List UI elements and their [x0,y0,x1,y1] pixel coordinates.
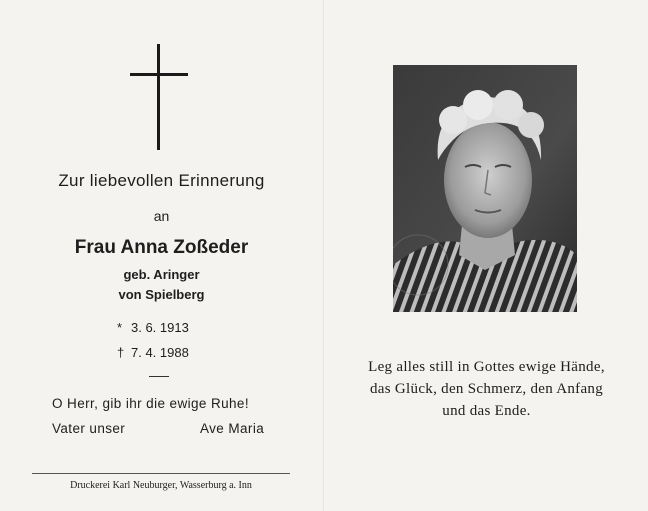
intro-text: Zur liebevollen Erinnerung [58,171,265,190]
ave-maria-text: Ave Maria [200,421,265,436]
right-panel [325,0,648,511]
verse-line-1: Leg alles still in Gottes ewige Hände, [368,359,605,375]
origin-place: von Spielberg [118,287,205,302]
verse-line-3: und das Ende. [442,403,531,419]
prayer-text: O Herr, gib ihr die ewige Ruhe! [52,396,249,411]
birth-date-line [117,320,189,335]
separator-dash [149,376,169,377]
vater-unser-text: Vater unser [52,421,126,436]
printer-credit: Druckerei Karl Neuburger, Wasserburg a. Inn [70,480,252,491]
an-text: an [153,208,170,224]
printer-rule [32,473,290,474]
verse-line-2: das Glück, den Schmerz, den Anfang [369,381,604,397]
portrait-photo [393,65,577,312]
maiden-name: geb. Aringer [123,267,200,282]
birth-symbol: * [117,320,123,335]
death-date-line [117,345,189,360]
left-panel [0,0,323,511]
cross-icon [130,44,188,150]
death-symbol: † [117,345,125,360]
death-date: 7. 4. 1988 [131,345,189,360]
deceased-name: Frau Anna Zoßeder [74,237,249,258]
birth-date: 3. 6. 1913 [131,320,189,335]
